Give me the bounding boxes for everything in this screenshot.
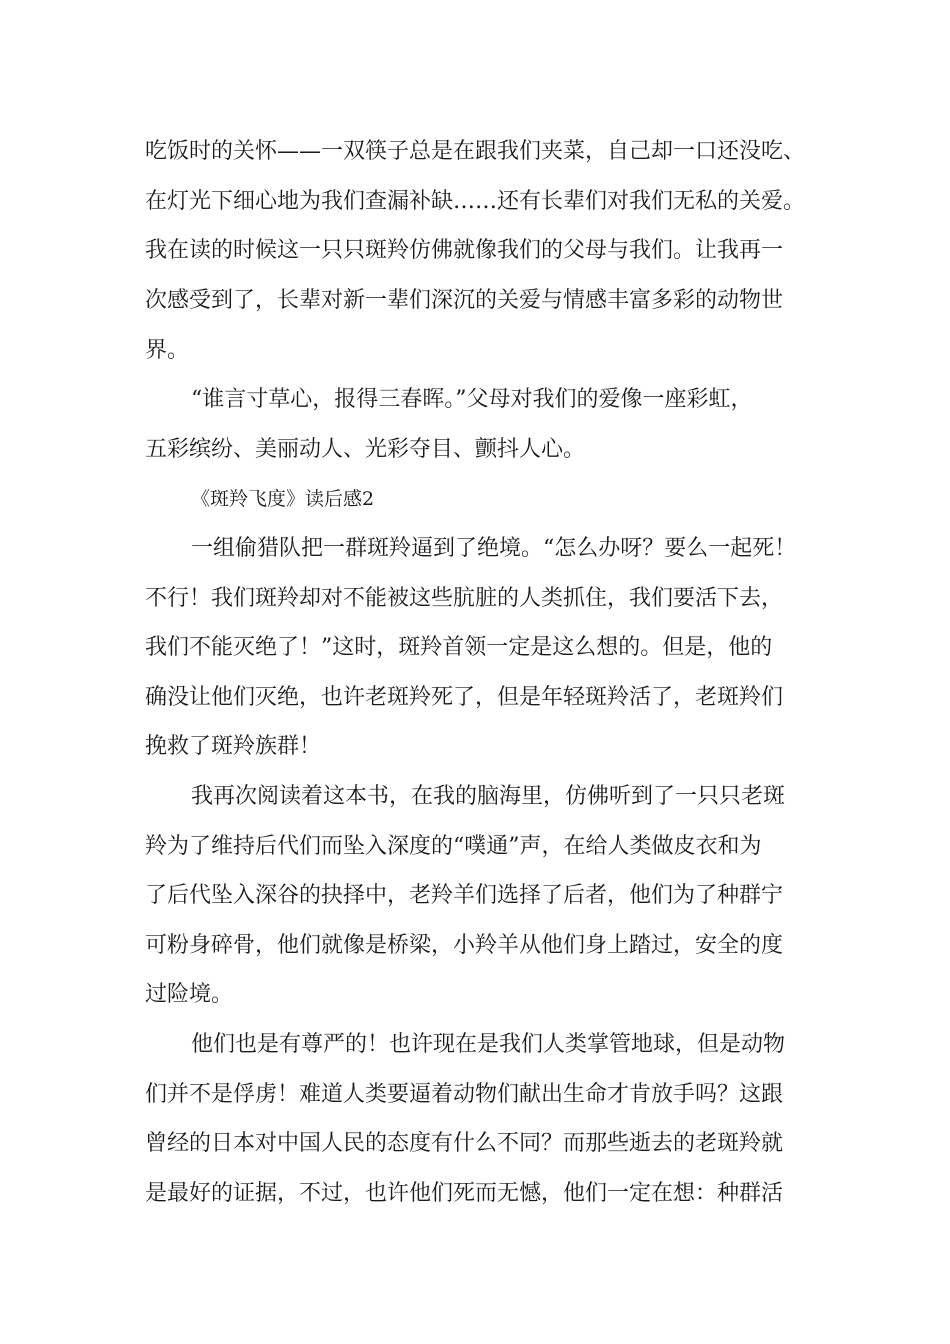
text-line: 我在读的时候这一只只斑羚仿佛就像我们的父母与我们。让我再一 [145,238,784,263]
text-line: 我再次阅读着这本书，在我的脑海里，仿佛听到了一只只老斑 [191,784,786,809]
text-line: 在灯光下细心地为我们查漏补缺……还有长辈们对我们无私的关爱。 [145,189,806,214]
text-line: 不行！我们斑羚却对不能被这些肮脏的人类抓住，我们要活下去， [145,586,784,611]
text-line: 是最好的证据，不过，也许他们死而无憾，他们一定在想：种群活 [145,1181,784,1206]
text-line: 次感受到了，长辈对新一辈们深沉的关爱与情感丰富多彩的动物世 [145,288,784,313]
text-line: 一组偷猎队把一群斑羚逼到了绝境。“怎么办呀？要么一起死！ [191,536,797,561]
text-line: 可粉身碎骨，他们就像是桥梁，小羚羊从他们身上踏过，安全的度 [145,933,784,958]
text-line: 过险境。 [145,982,234,1007]
text-line: 羚为了维持后代们而坠入深度的“噗通”声，在给人类做皮衣和为 [145,834,762,859]
section-heading: 《斑羚飞度》读后感2 [191,488,375,510]
text-line: “谁言寸草心，报得三春晖。”父母对我们的爱像一座彩虹， [191,387,753,412]
text-line: 了后代坠入深谷的抉择中，老羚羊们选择了后者，他们为了种群宁 [145,883,784,908]
text-line: 我们不能灭绝了！”这时，斑羚首领一定是这么想的。但是，他的 [145,635,773,660]
text-line: 曾经的日本对中国人民的态度有什么不同？而那些逝去的老斑羚就 [145,1131,784,1156]
text-line: 们并不是俘虏！难道人类要逼着动物们献出生命才肯放手吗？这跟 [145,1082,784,1107]
text-line: 他们也是有尊严的！也许现在是我们人类掌管地球，但是动物 [191,1032,786,1057]
text-line: 吃饭时的关怀——一双筷子总是在跟我们夹菜，自己却一口还没吃、 [145,139,806,164]
text-line: 界。 [145,338,190,363]
text-line: 五彩缤纷、美丽动人、光彩夺目、颤抖人心。 [145,437,586,462]
text-line: 确没让他们灭绝，也许老斑羚死了，但是年轻斑羚活了，老斑羚们 [145,685,784,710]
text-line: 挽救了斑羚族群！ [145,734,322,759]
